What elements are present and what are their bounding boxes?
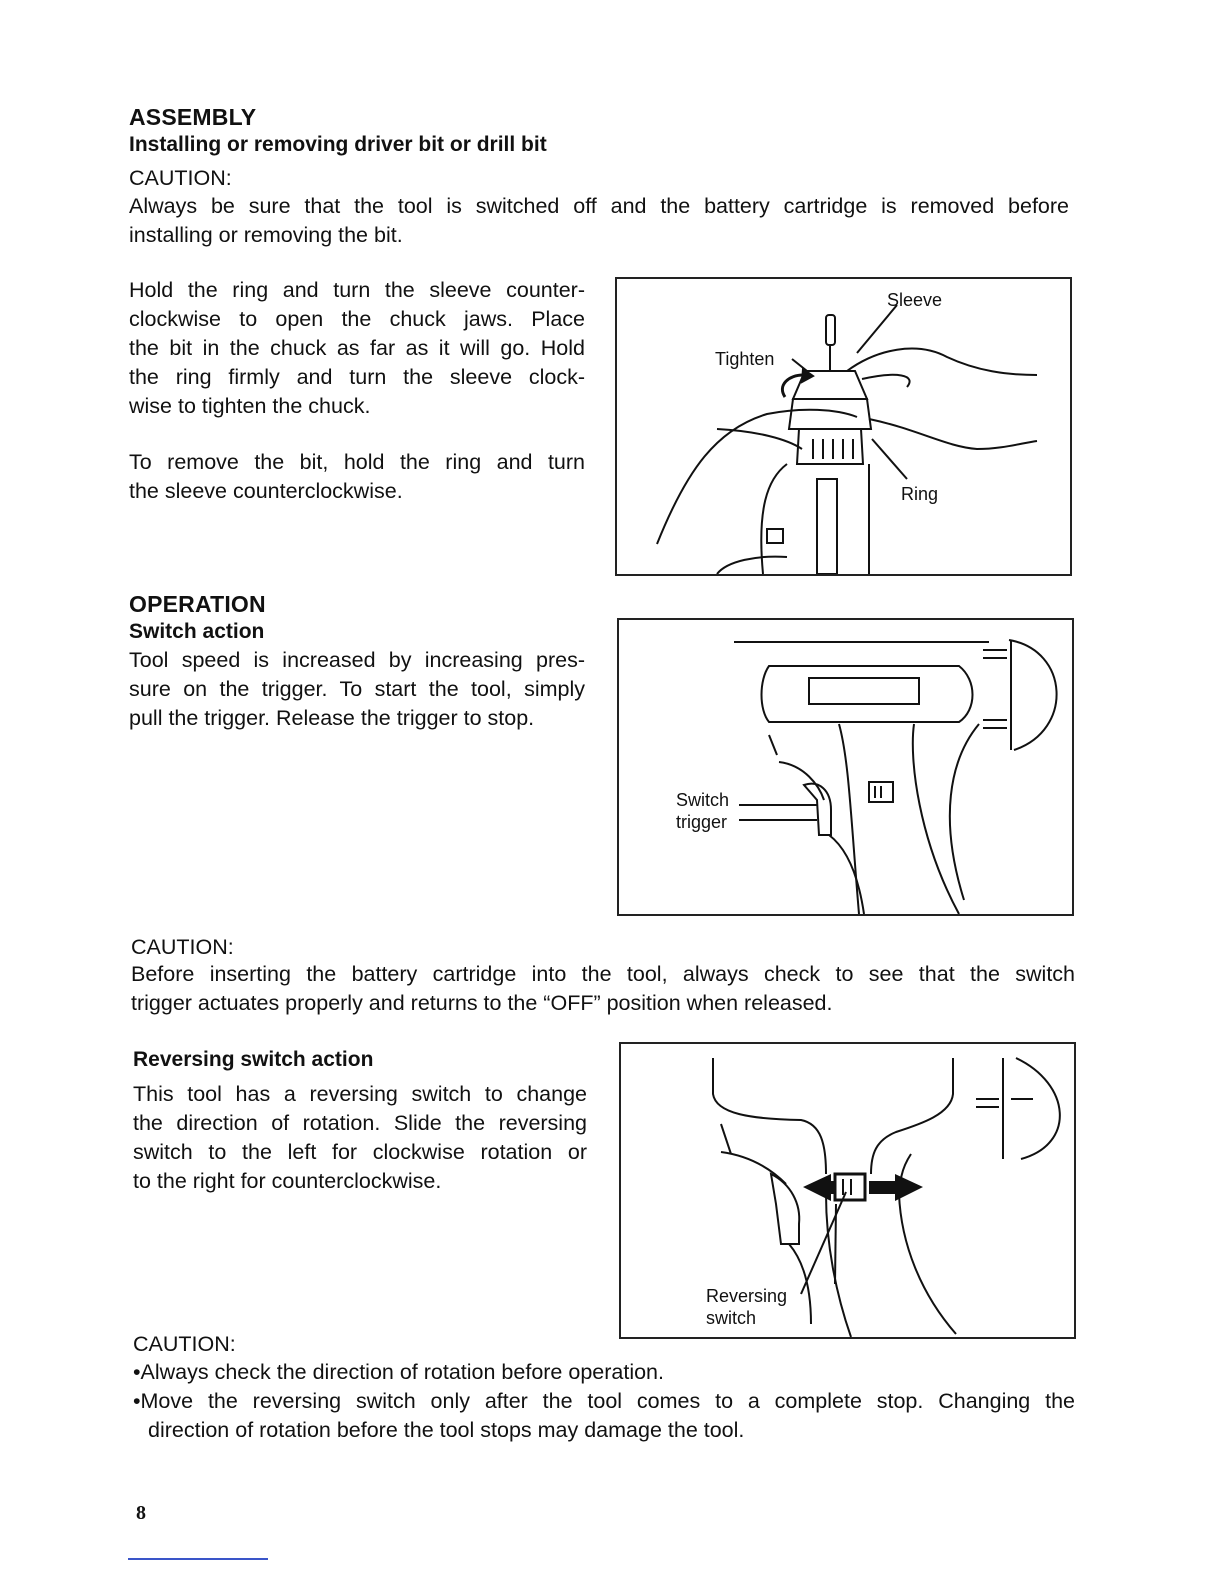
- switch-para-line: pull the trigger. Release the trigger to stop.: [129, 706, 535, 730]
- assembly-subheading: Installing or removing driver bit or drill bit: [129, 133, 547, 156]
- reversing-subheading: Reversing switch action: [133, 1048, 374, 1071]
- reversing-switch-drawing: [621, 1044, 1074, 1337]
- trigger-label: trigger: [676, 812, 728, 832]
- switch-trigger-drawing: [619, 620, 1072, 914]
- tighten-label: Tighten: [715, 349, 775, 369]
- reversing-para-line: the direction of rotation. Slide the reversing: [133, 1111, 587, 1135]
- assembly-paragraph-1: [129, 276, 585, 421]
- assembly-para-line: To remove the bit, hold the ring and turn: [129, 450, 585, 474]
- chuck-drawing: [617, 279, 1070, 574]
- chuck-illustration: [615, 277, 1072, 576]
- footer-rule: [128, 1558, 268, 1560]
- operation-caution-line: Before inserting the battery cartridge into the tool, always check to see that the switch: [131, 962, 1075, 986]
- caution-bullet: •Move the reversing switch only after the tool comes to a complete stop. Changing the: [133, 1389, 1075, 1413]
- ring-label: Ring: [901, 484, 939, 504]
- switch-action-subheading: Switch action: [129, 620, 265, 643]
- assembly-paragraph-2: [129, 448, 585, 506]
- reversing-para-line: switch to the left for clockwise rotation or: [133, 1140, 587, 1164]
- reversing-caution-list: [133, 1358, 1075, 1445]
- assembly-heading: ASSEMBLY: [129, 104, 257, 130]
- operation-heading: OPERATION: [129, 591, 266, 617]
- reversing-para-line: to the right for counterclockwise.: [133, 1169, 442, 1193]
- assembly-caution-line: Always be sure that the tool is switched off and the battery cartridge is removed before: [129, 194, 1069, 218]
- switch-para-line: sure on the trigger. To start the tool, simply: [129, 677, 585, 701]
- switch-para-line: Tool speed is increased by increasing pres-: [129, 648, 585, 672]
- assembly-para-line: wise to tighten the chuck.: [129, 394, 371, 418]
- caution-bullet: •Always check the direction of rotation before operation.: [133, 1360, 664, 1384]
- assembly-para-line: the bit in the chuck as far as it will go. Hold: [129, 336, 585, 360]
- assembly-caution-label: CAUTION:: [129, 166, 232, 190]
- operation-caution-label: CAUTION:: [131, 935, 234, 959]
- reversing-para-line: This tool has a reversing switch to change: [133, 1082, 587, 1106]
- switch-label: Switch: [676, 790, 730, 810]
- switch-label: switch: [706, 1308, 757, 1328]
- caution-bullet-continuation: direction of rotation before the tool stops may damage the tool.: [148, 1418, 745, 1442]
- switch-trigger-illustration: [617, 618, 1074, 916]
- reversing-switch-illustration: [619, 1042, 1076, 1339]
- operation-caution-text: [131, 960, 1075, 1018]
- sleeve-label: Sleeve: [887, 290, 943, 310]
- reversing-label: Reversing: [706, 1286, 788, 1306]
- page-number: 8: [136, 1502, 146, 1524]
- reversing-paragraph: [133, 1080, 587, 1196]
- assembly-para-line: the ring firmly and turn the sleeve clock-: [129, 365, 585, 389]
- reversing-caution-label: CAUTION:: [133, 1332, 236, 1356]
- switch-action-paragraph: [129, 646, 585, 733]
- assembly-para-line: Hold the ring and turn the sleeve counter-: [129, 278, 585, 302]
- assembly-para-line: clockwise to open the chuck jaws. Place: [129, 307, 585, 331]
- assembly-caution-line: installing or removing the bit.: [129, 223, 403, 247]
- assembly-para-line: the sleeve counterclockwise.: [129, 479, 403, 503]
- operation-caution-line: trigger actuates properly and returns to the “OFF” position when released.: [131, 991, 833, 1015]
- assembly-caution-text: [129, 192, 1069, 250]
